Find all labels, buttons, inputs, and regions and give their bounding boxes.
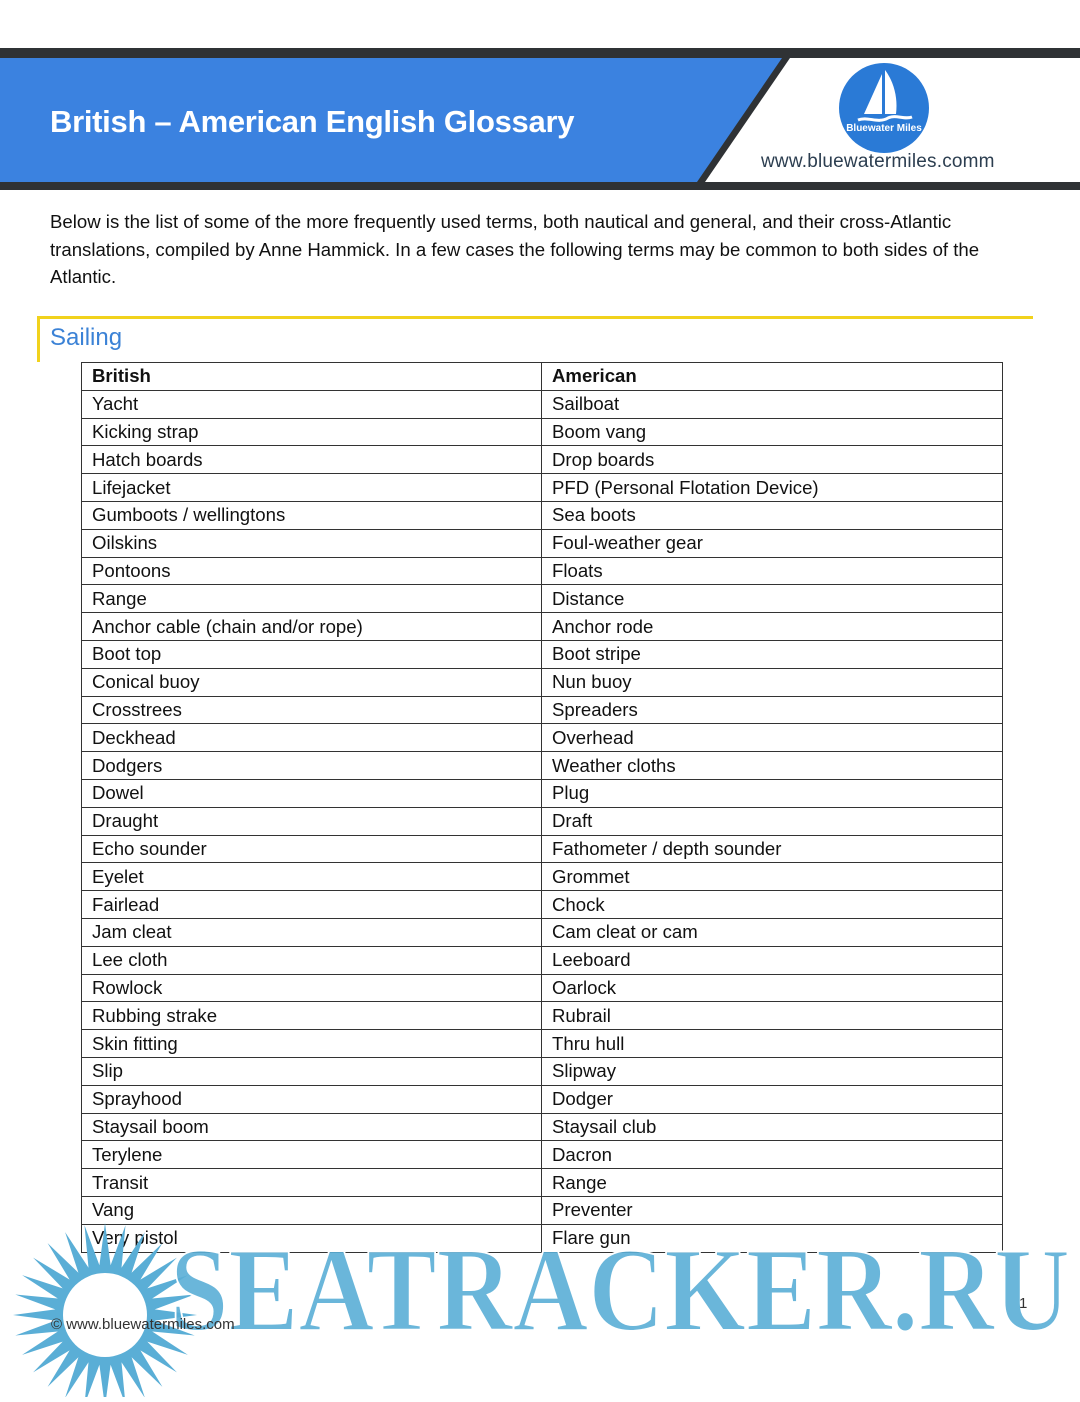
american-term: Dodger [542,1085,1003,1113]
british-term: Anchor cable (chain and/or rope) [82,613,542,641]
table-row [82,724,1003,752]
american-term: Chock [542,891,1003,919]
american-term: Plug [542,779,1003,807]
table-row [82,974,1003,1002]
table-row [82,557,1003,585]
british-term: Rowlock [82,974,542,1002]
american-term: Distance [542,585,1003,613]
table-row [82,863,1003,891]
british-term: Rubbing strake [82,1002,542,1030]
british-term: Conical buoy [82,668,542,696]
british-term: Staysail boom [82,1113,542,1141]
table-row [82,1085,1003,1113]
table-row [82,1030,1003,1058]
american-term: Dacron [542,1141,1003,1169]
american-term: Anchor rode [542,613,1003,641]
table-row [82,891,1003,919]
table-row [82,807,1003,835]
british-term: Draught [82,807,542,835]
watermark [0,1210,1080,1397]
british-term: Pontoons [82,557,542,585]
british-term: Oilskins [82,529,542,557]
british-term: Skin fitting [82,1030,542,1058]
british-term: Sprayhood [82,1085,542,1113]
british-term: Transit [82,1169,542,1197]
bluewater-miles-logo [838,62,930,154]
table-row [82,779,1003,807]
american-term: Grommet [542,863,1003,891]
british-term: Hatch boards [82,446,542,474]
table-row [82,835,1003,863]
table-row [82,946,1003,974]
watermark-graphic [0,1210,1080,1397]
table-row [82,613,1003,641]
column-header-american: American [542,363,1003,391]
british-term: Gumboots / wellingtons [82,501,542,529]
logo-text: Bluewater Miles [846,123,922,134]
table-row [82,1057,1003,1085]
british-term: Yacht [82,390,542,418]
american-term: Oarlock [542,974,1003,1002]
table-row [82,918,1003,946]
american-term: Draft [542,807,1003,835]
british-term: Eyelet [82,863,542,891]
american-term: Spreaders [542,696,1003,724]
table-row [82,752,1003,780]
british-term: Echo sounder [82,835,542,863]
table-row [82,585,1003,613]
american-term: Range [542,1169,1003,1197]
british-term: Jam cleat [82,918,542,946]
table-header-row [82,363,1003,391]
british-term: Dodgers [82,752,542,780]
american-term: Rubrail [542,1002,1003,1030]
section-heading: Sailing [50,324,123,351]
watermark-text: SEATRACKER.RU [170,1223,1070,1356]
table-row [82,418,1003,446]
american-term: Drop boards [542,446,1003,474]
table-row [82,640,1003,668]
american-term: Sea boots [542,501,1003,529]
table-row [82,696,1003,724]
american-term: Floats [542,557,1003,585]
american-term: Foul-weather gear [542,529,1003,557]
british-term: Kicking strap [82,418,542,446]
american-term: Weather cloths [542,752,1003,780]
american-term: Thru hull [542,1030,1003,1058]
british-term: Slip [82,1057,542,1085]
american-term: Overhead [542,724,1003,752]
page-title: British – American English Glossary [50,104,575,139]
british-term: Vang [82,1196,542,1224]
footer-copyright: © www.bluewatermiles.com [51,1316,235,1333]
british-term: Lee cloth [82,946,542,974]
section-rule-left [37,316,40,362]
intro-paragraph: Below is the list of some of the more frequently used terms, both nautical and general, and their cross-Atlantic translations, compiled by Anne Hammick. In a few cases the following terms may be common to both sides of the Atlantic. [50,211,980,287]
glossary-table [81,362,1003,1253]
british-term: Lifejacket [82,474,542,502]
table-row [82,1141,1003,1169]
american-term: Leeboard [542,946,1003,974]
table-row [82,474,1003,502]
table-row [82,1113,1003,1141]
british-term: Crosstrees [82,696,542,724]
section-rule [39,316,1033,319]
american-term: PFD (Personal Flotation Device) [542,474,1003,502]
american-term: Nun buoy [542,668,1003,696]
table-row [82,446,1003,474]
british-term: Deckhead [82,724,542,752]
page-number: 1 [1019,1295,1028,1312]
british-term: Very pistol [82,1224,542,1252]
table-row [82,1169,1003,1197]
american-term: Fathometer / depth sounder [542,835,1003,863]
table-body [82,390,1003,1252]
american-term: Cam cleat or cam [542,918,1003,946]
american-term: Boom vang [542,418,1003,446]
british-term: Fairlead [82,891,542,919]
table-row [82,390,1003,418]
american-term: Flare gun [542,1224,1003,1252]
american-term: Staysail club [542,1113,1003,1141]
american-term: Boot stripe [542,640,1003,668]
british-term: Boot top [82,640,542,668]
table-row [82,529,1003,557]
site-url[interactable]: www.bluewatermiles.comm [761,151,995,172]
table-row [82,501,1003,529]
column-header-british: British [82,363,542,391]
british-term: Dowel [82,779,542,807]
british-term: Range [82,585,542,613]
american-term: Sailboat [542,390,1003,418]
table-row [82,1002,1003,1030]
american-term: Preventer [542,1196,1003,1224]
table-row [82,668,1003,696]
british-term: Terylene [82,1141,542,1169]
american-term: Slipway [542,1057,1003,1085]
